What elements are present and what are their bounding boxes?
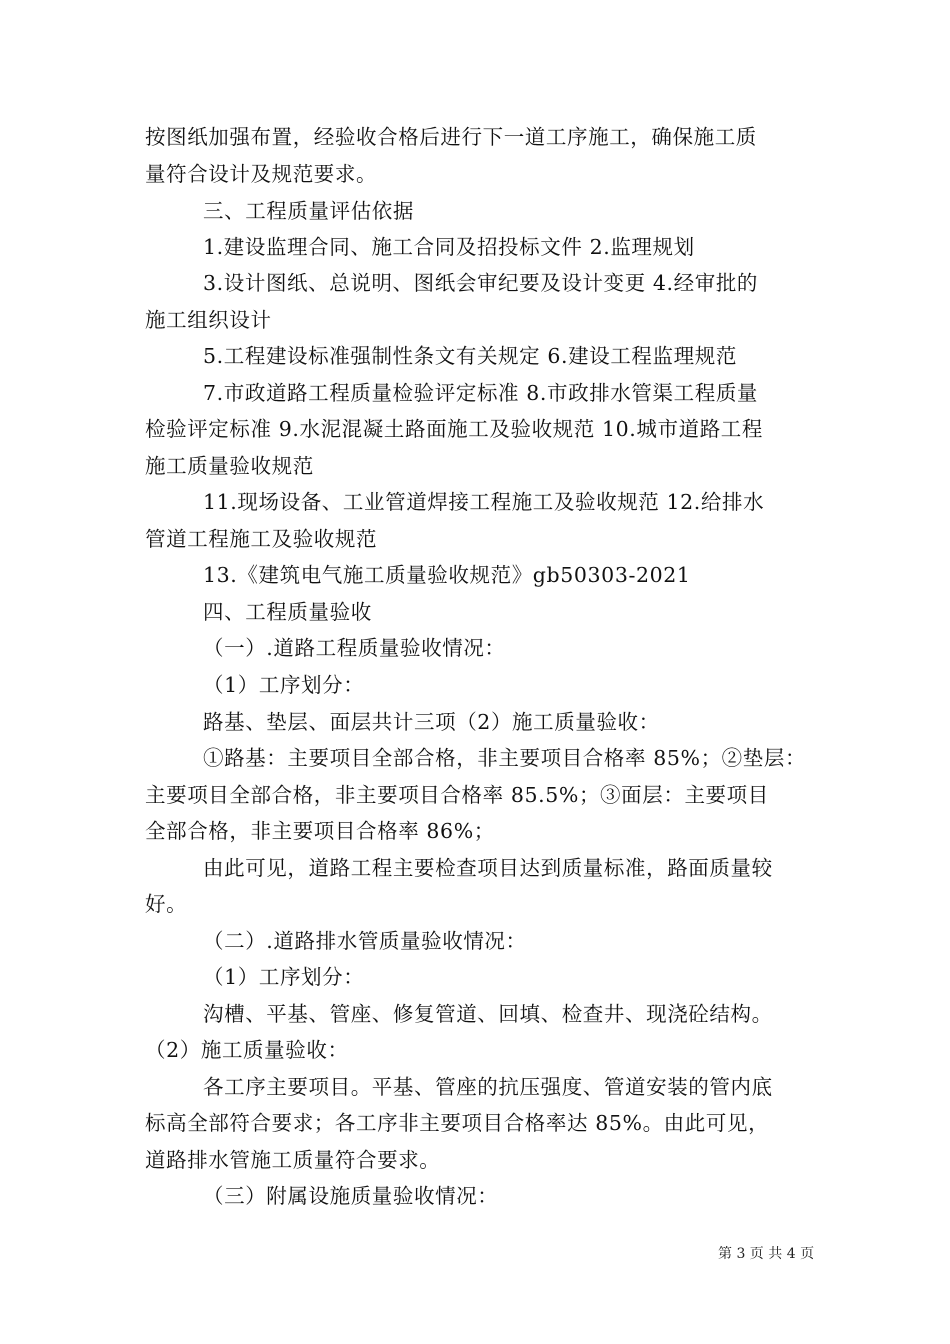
section-heading: 四、工程质量验收 xyxy=(203,600,372,624)
text-line: （1）工序划分： xyxy=(203,965,365,989)
text-line: 沟槽、平基、管座、修复管道、回填、检查井、现浇砼结构。 xyxy=(203,1002,773,1026)
text-line: 道路排水管施工质量符合要求。 xyxy=(145,1148,441,1172)
text-line: 全部合格，非主要项目合格率 86%； xyxy=(145,819,495,843)
text-line: 11.现场设备、工业管道焊接工程施工及验收规范 12.给排水 xyxy=(203,490,765,514)
text-line: 3.设计图纸、总说明、图纸会审纪要及设计变更 4.经审批的 xyxy=(203,271,759,295)
text-line: （1）工序划分： xyxy=(203,673,365,697)
text-line: 检验评定标准 9.水泥混凝土路面施工及验收规范 10.城市道路工程 xyxy=(145,417,763,441)
page-number: 第 3 页 共 4 页 xyxy=(718,1246,815,1262)
text-line: 量符合设计及规范要求。 xyxy=(145,162,378,186)
text-line: 7.市政道路工程质量检验评定标准 8.市政排水管渠工程质量 xyxy=(203,381,759,405)
text-line: 5.工程建设标准强制性条文有关规定 6.建设工程监理规范 xyxy=(203,344,737,368)
text-line: 标高全部符合要求；各工序非主要项目合格率达 85%。由此可见， xyxy=(145,1111,770,1135)
text-line: 按图纸加强布置，经验收合格后进行下一道工序施工，确保施工质 xyxy=(145,125,757,149)
text-line: 1.建设监理合同、施工合同及招投标文件 2.监理规划 xyxy=(203,235,695,259)
text-line: 13.《建筑电气施工质量验收规范》gb50303-2021 xyxy=(203,563,691,587)
text-line: ①路基：主要项目全部合格，非主要项目合格率 85%；②垫层： xyxy=(203,746,807,770)
text-line: 施工组织设计 xyxy=(145,308,272,332)
text-line: 好。 xyxy=(145,892,188,916)
text-line: 由此可见，道路工程主要检查项目达到质量标准，路面质量较 xyxy=(203,856,773,880)
subsection-heading: （一）.道路工程质量验收情况： xyxy=(203,636,506,660)
text-line: 路基、垫层、面层共计三项（2）施工质量验收： xyxy=(203,710,660,734)
subsection-heading: （二）.道路排水管质量验收情况： xyxy=(203,929,527,953)
text-line: 管道工程施工及验收规范 xyxy=(145,527,378,551)
text-line: （2）施工质量验收： xyxy=(145,1038,349,1062)
text-line: 施工质量验收规范 xyxy=(145,454,314,478)
section-heading: 三、工程质量评估依据 xyxy=(203,199,414,223)
subsection-heading: （三）附属设施质量验收情况： xyxy=(203,1184,499,1208)
text-line: 主要项目全部合格，非主要项目合格率 85.5%；③面层：主要项目 xyxy=(145,783,769,807)
text-line: 各工序主要项目。平基、管座的抗压强度、管道安装的管内底 xyxy=(203,1075,773,1099)
